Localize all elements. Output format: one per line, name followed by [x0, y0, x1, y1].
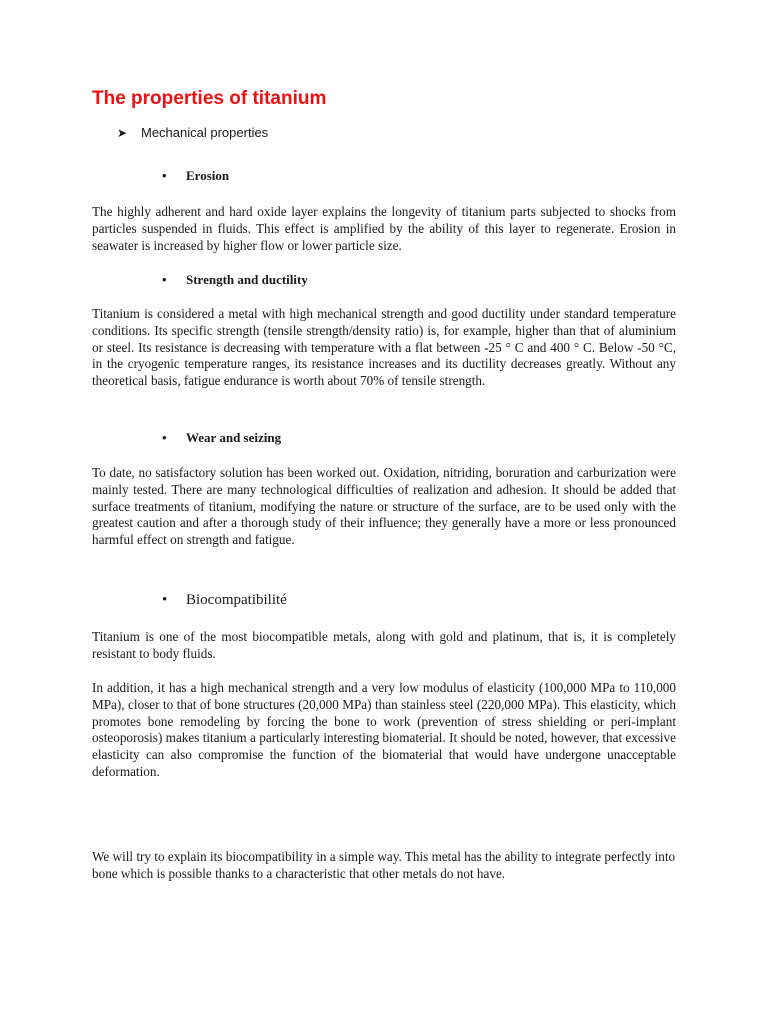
bullet-icon: •	[162, 168, 167, 183]
page-title: The properties of titanium	[92, 88, 327, 109]
bullet-icon: •	[162, 592, 168, 608]
biocompatibility-heading: • Biocompatibilité	[162, 592, 287, 608]
biocompatibility-paragraph-2: In addition, it has a high mechanical strength and a very low modulus of elasticity (100,000 MPa to 110,000 MPa), closer to that of bone structures (20,000 MPa) than stainless steel (220,000 MPa). This elasticity, which promotes bone remodeling by forcing the bone to work (prevention of stress shielding or peri-implant osteoporosis) makes titanium a particularly interesting biomaterial. It should be noted, however, that excessive elasticity can also compromise the function of the biomaterial that would have undergone unacceptable deformation.	[92, 680, 676, 779]
wear-heading: • Wear and seizing	[162, 430, 282, 445]
biocompatibility-paragraph-3: We will try to explain its biocompatibility in a simple way. This metal has the ability to integrate perfectly into bone which is possible thanks to a characteristic that other metals do not have.	[92, 849, 676, 881]
bullet-icon: •	[162, 430, 167, 445]
section-label: Mechanical properties	[141, 125, 269, 140]
strength-paragraph: Titanium is considered a metal with high mechanical strength and good ductility under standard temperature conditions. Its specific strength (tensile strength/density ratio) is, for example, higher than that of aluminium or steel. Its resistance is decreasing with temperature with a flat between -25 ° C and 400 ° C. Below -50 °C, in the cryogenic temperature ranges, its resistance increases and its ductility decreases greatly. Without any theoretical basis, fatigue endurance is worth about 70% of tensile strength.	[92, 306, 676, 389]
bullet-icon: •	[162, 272, 167, 287]
arrow-bullet-icon: ➤	[117, 126, 128, 140]
biocompatibility-paragraph-1: Titanium is one of the most biocompatible metals, along with gold and platinum, that is, it is completely resistant to body fluids.	[92, 629, 676, 661]
strength-heading: • Strength and ductility	[162, 272, 308, 287]
erosion-heading: • Erosion	[162, 168, 230, 183]
erosion-paragraph: The highly adherent and hard oxide layer explains the longevity of titanium parts subjected to shocks from particles suspended in fluids. This effect is amplified by the ability of this layer to regenerate. Erosion in seawater is increased by higher flow or lower particle size.	[92, 204, 676, 253]
wear-paragraph: To date, no satisfactory solution has been worked out. Oxidation, nitriding, boruration and carburization were mainly tested. There are many technological difficulties of realization and adhesion. It should be added that surface treatments of titanium, modifying the nature or structure of the surface, are to be used only with the greatest caution and after a thorough study of their influence; they generally have a more or less pronounced harmful effect on strength and fatigue.	[92, 465, 676, 548]
section-heading	[117, 125, 268, 140]
